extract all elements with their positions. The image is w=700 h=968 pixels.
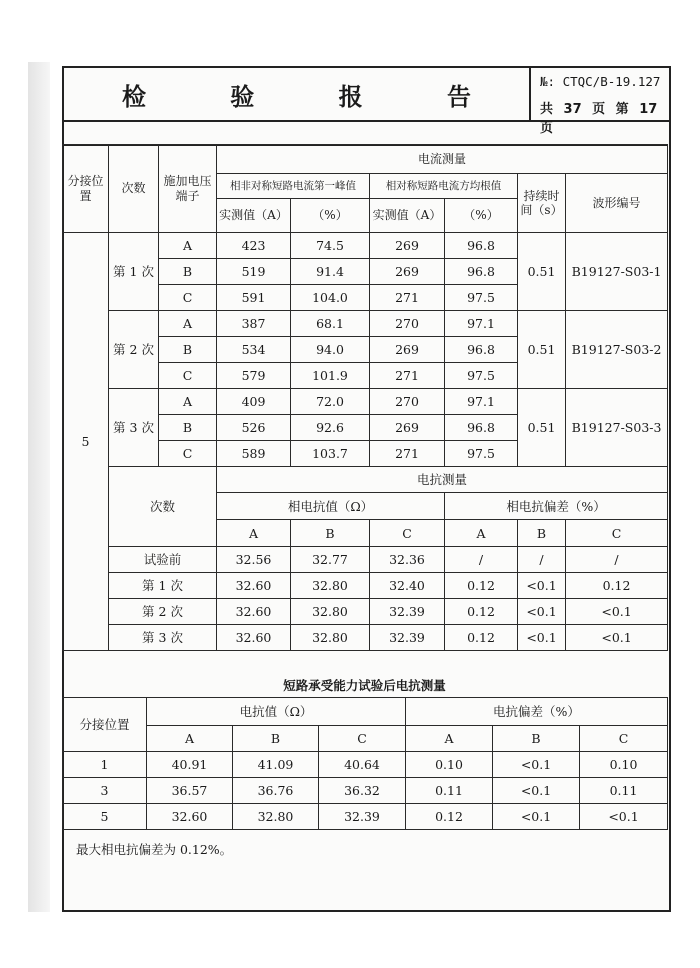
rms-current-percent: 97.1 [445, 311, 518, 337]
wave-number-value: B19127-S03-1 [566, 233, 668, 311]
reactance-dev-c: <0.1 [566, 625, 668, 651]
after-dev-c: 0.10 [580, 752, 668, 778]
after-dev-b: <0.1 [493, 804, 580, 830]
after-tap-header: 分接位置 [63, 698, 147, 752]
rms-current-percent: 96.8 [445, 233, 518, 259]
rms-current-percent: 96.8 [445, 415, 518, 441]
tap-position-header: 分接位置 [63, 145, 109, 233]
reactance-value-a: 32.60 [217, 599, 291, 625]
rms-current-header: 相对称短路电流方均根值 [370, 174, 518, 199]
after-dev-b: <0.1 [493, 752, 580, 778]
reactance-dev-b: <0.1 [518, 573, 566, 599]
reactance-dev-phase-a: A [445, 520, 518, 547]
after-value-c: 32.39 [319, 804, 406, 830]
reactance-dev-phase-c: C [566, 520, 668, 547]
peak-current-percent: 101.9 [291, 363, 370, 389]
wave-number-value: B19127-S03-3 [566, 389, 668, 467]
rms-current-percent: 96.8 [445, 337, 518, 363]
reactance-value-phase-c: C [370, 520, 445, 547]
current-measurement-table [62, 144, 668, 651]
after-dev-a: 0.12 [406, 804, 493, 830]
reactance-value-phase-a: A [217, 520, 291, 547]
reactance-value-c: 32.36 [370, 547, 445, 573]
peak-current-value: 526 [217, 415, 291, 441]
report-number: №: CTQC/B-19.127 [540, 74, 661, 89]
after-test-row [63, 778, 668, 804]
reactance-dev-phase-b: B [518, 520, 566, 547]
after-value-c: 36.32 [319, 778, 406, 804]
current-row [63, 389, 668, 415]
reactance-row [63, 547, 668, 573]
peak-current-percent: 68.1 [291, 311, 370, 337]
rms-measured-header: 实测值（A） [370, 199, 445, 233]
rms-current-value: 271 [370, 441, 445, 467]
rms-current-percent: 96.8 [445, 259, 518, 285]
peak-current-value: 423 [217, 233, 291, 259]
rms-current-value: 270 [370, 311, 445, 337]
peak-measured-header: 实测值（A） [217, 199, 291, 233]
after-test-caption: 短路承受能力试验后电抗测量 [283, 678, 446, 693]
reactance-group-header: 电抗测量 [217, 467, 668, 493]
after-deviation-header: 电抗偏差（%） [406, 698, 668, 726]
phase-terminal: B [159, 337, 217, 363]
rms-current-percent: 97.5 [445, 363, 518, 389]
reactance-row-label: 第 3 次 [109, 625, 217, 651]
after-value-a: 40.91 [147, 752, 233, 778]
phase-terminal: A [159, 389, 217, 415]
reactance-value-header: 相电抗值（Ω） [217, 493, 445, 520]
wave-number-header: 波形编号 [566, 174, 668, 233]
reactance-dev-a: 0.12 [445, 573, 518, 599]
reactance-dev-b: <0.1 [518, 625, 566, 651]
reactance-value-a: 32.60 [217, 625, 291, 651]
reactance-dev-a: / [445, 547, 518, 573]
after-dev-phase-b: B [493, 726, 580, 752]
phase-terminal: B [159, 415, 217, 441]
times-header: 次数 [109, 145, 159, 233]
phase-terminal: A [159, 233, 217, 259]
reactance-dev-a: 0.12 [445, 625, 518, 651]
peak-current-percent: 92.6 [291, 415, 370, 441]
run-label: 第 1 次 [109, 233, 159, 311]
current-measurement-group-header: 电流测量 [217, 145, 668, 174]
after-test-reactance-table [62, 697, 668, 830]
after-value-b: 41.09 [233, 752, 319, 778]
peak-current-value: 591 [217, 285, 291, 311]
rms-current-value: 271 [370, 285, 445, 311]
rms-current-percent: 97.1 [445, 389, 518, 415]
after-dev-a: 0.10 [406, 752, 493, 778]
peak-percent-header: （%） [291, 199, 370, 233]
after-test-row [63, 804, 668, 830]
after-tap-value: 1 [63, 752, 147, 778]
after-value-header: 电抗值（Ω） [147, 698, 406, 726]
rms-percent-header: （%） [445, 199, 518, 233]
after-value-a: 32.60 [147, 804, 233, 830]
after-value-phase-a: A [147, 726, 233, 752]
after-value-a: 36.57 [147, 778, 233, 804]
after-value-b: 36.76 [233, 778, 319, 804]
duration-header: 持续时间（s） [518, 174, 566, 233]
reactance-row-label: 试验前 [109, 547, 217, 573]
reactance-deviation-header: 相电抗偏差（%） [445, 493, 668, 520]
reactance-value-a: 32.56 [217, 547, 291, 573]
page-edge-shadow [28, 62, 50, 912]
rms-current-value: 269 [370, 259, 445, 285]
peak-current-header: 相非对称短路电流第一峰值 [217, 174, 370, 199]
peak-current-value: 534 [217, 337, 291, 363]
after-dev-c: <0.1 [580, 804, 668, 830]
reactance-value-b: 32.80 [291, 625, 370, 651]
wave-number-value: B19127-S03-2 [566, 311, 668, 389]
after-dev-b: <0.1 [493, 778, 580, 804]
footnote: 最大相电抗偏差为 0.12%。 [76, 842, 233, 857]
report-title: 检 验 报 告 [64, 68, 531, 120]
rms-current-percent: 97.5 [445, 441, 518, 467]
reactance-times-header: 次数 [109, 467, 217, 547]
peak-current-percent: 104.0 [291, 285, 370, 311]
after-value-phase-c: C [319, 726, 406, 752]
phase-terminal: A [159, 311, 217, 337]
after-dev-a: 0.11 [406, 778, 493, 804]
reactance-value-b: 32.77 [291, 547, 370, 573]
peak-current-value: 519 [217, 259, 291, 285]
reactance-dev-c: / [566, 547, 668, 573]
reactance-row-label: 第 2 次 [109, 599, 217, 625]
duration-value: 0.51 [518, 389, 566, 467]
reactance-dev-c: 0.12 [566, 573, 668, 599]
phase-terminal: C [159, 285, 217, 311]
rms-current-value: 269 [370, 415, 445, 441]
rms-current-value: 271 [370, 363, 445, 389]
peak-current-percent: 103.7 [291, 441, 370, 467]
reactance-value-c: 32.39 [370, 625, 445, 651]
report-header [62, 66, 671, 136]
after-dev-phase-c: C [580, 726, 668, 752]
current-row [63, 311, 668, 337]
after-value-c: 40.64 [319, 752, 406, 778]
rms-current-value: 269 [370, 233, 445, 259]
phase-terminal: B [159, 259, 217, 285]
rms-current-percent: 97.5 [445, 285, 518, 311]
peak-current-value: 387 [217, 311, 291, 337]
after-dev-c: 0.11 [580, 778, 668, 804]
header-spacer [62, 122, 667, 146]
duration-value: 0.51 [518, 311, 566, 389]
run-label: 第 2 次 [109, 311, 159, 389]
reactance-dev-a: 0.12 [445, 599, 518, 625]
peak-current-percent: 72.0 [291, 389, 370, 415]
phase-terminal: C [159, 441, 217, 467]
tap-position-value: 5 [63, 233, 109, 651]
reactance-row [63, 573, 668, 599]
phase-terminal: C [159, 363, 217, 389]
after-dev-phase-a: A [406, 726, 493, 752]
rms-current-value: 269 [370, 337, 445, 363]
reactance-value-b: 32.80 [291, 573, 370, 599]
after-value-b: 32.80 [233, 804, 319, 830]
after-tap-value: 5 [63, 804, 147, 830]
reactance-dev-b: / [518, 547, 566, 573]
peak-current-value: 409 [217, 389, 291, 415]
after-test-row [63, 752, 668, 778]
peak-current-percent: 94.0 [291, 337, 370, 363]
page-bottom-line [62, 910, 671, 912]
reactance-value-phase-b: B [291, 520, 370, 547]
reactance-row [63, 625, 668, 651]
duration-value: 0.51 [518, 233, 566, 311]
reactance-dev-c: <0.1 [566, 599, 668, 625]
peak-current-percent: 74.5 [291, 233, 370, 259]
reactance-value-a: 32.60 [217, 573, 291, 599]
peak-current-percent: 91.4 [291, 259, 370, 285]
run-label: 第 3 次 [109, 389, 159, 467]
reactance-value-b: 32.80 [291, 599, 370, 625]
peak-current-value: 579 [217, 363, 291, 389]
after-value-phase-b: B [233, 726, 319, 752]
reactance-dev-b: <0.1 [518, 599, 566, 625]
reactance-value-c: 32.40 [370, 573, 445, 599]
reactance-value-c: 32.39 [370, 599, 445, 625]
peak-current-value: 589 [217, 441, 291, 467]
rms-current-value: 270 [370, 389, 445, 415]
page-count: 共 37 页 第 17 页 [540, 102, 658, 136]
terminal-header: 施加电压端子 [159, 145, 217, 233]
after-tap-value: 3 [63, 778, 147, 804]
reactance-row-label: 第 1 次 [109, 573, 217, 599]
current-row [63, 233, 668, 259]
reactance-row [63, 599, 668, 625]
